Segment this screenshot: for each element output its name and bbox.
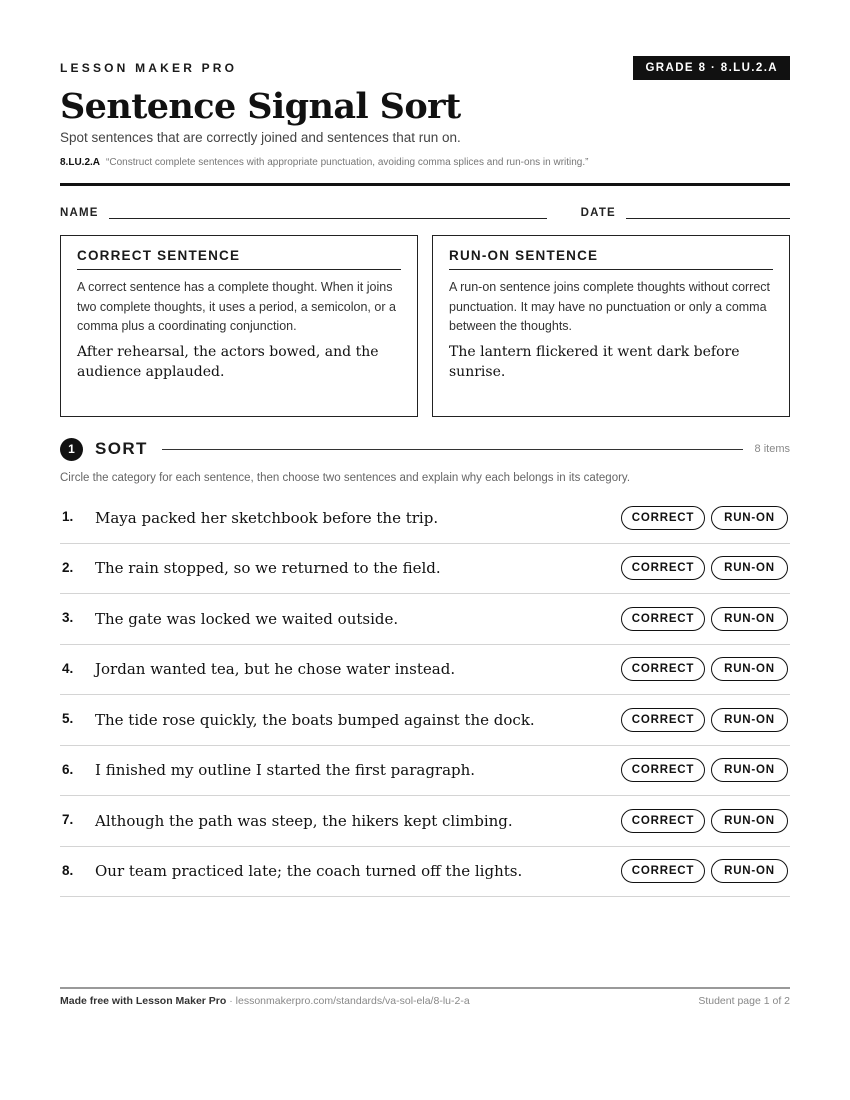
run-on-option[interactable]: RUN-ON bbox=[711, 506, 788, 530]
list-item bbox=[60, 544, 790, 595]
item-number: 8. bbox=[62, 862, 74, 878]
card-heading: RUN-ON SENTENCE bbox=[449, 248, 773, 270]
correct-option[interactable]: CORRECT bbox=[621, 506, 705, 530]
correct-option[interactable]: CORRECT bbox=[621, 556, 705, 580]
run-on-option[interactable]: RUN-ON bbox=[711, 556, 788, 580]
date-field[interactable] bbox=[626, 207, 790, 219]
item-sentence: The gate was locked we waited outside. bbox=[95, 609, 399, 628]
instructions: Circle the category for each sentence, then choose two sentences and explain why each belongs in its category. bbox=[60, 472, 631, 484]
name-field[interactable] bbox=[109, 207, 547, 219]
correct-sentence-card bbox=[60, 235, 418, 417]
list-item bbox=[60, 695, 790, 746]
list-item bbox=[60, 645, 790, 696]
item-number: 3. bbox=[62, 610, 74, 626]
footer bbox=[60, 995, 790, 1007]
header-divider bbox=[60, 183, 790, 186]
item-number: 6. bbox=[62, 761, 74, 777]
item-number: 7. bbox=[62, 812, 74, 828]
list-item bbox=[60, 493, 790, 544]
section-title: SORT bbox=[95, 439, 148, 458]
footer-credit bbox=[60, 995, 470, 1007]
item-number: 4. bbox=[62, 660, 74, 676]
student-fields bbox=[60, 203, 790, 219]
run-on-option[interactable]: RUN-ON bbox=[711, 809, 788, 833]
card-description: A run-on sentence joins complete thoughts without correct punctuation. It may have no punctuation or only a comma between the thoughts. bbox=[449, 280, 771, 333]
card-heading: CORRECT SENTENCE bbox=[77, 248, 401, 270]
item-sentence: Jordan wanted tea, but he chose water instead. bbox=[95, 660, 456, 679]
list-item bbox=[60, 594, 790, 645]
section-header bbox=[60, 437, 790, 461]
card-example: After rehearsal, the actors bowed, and the audience applauded. bbox=[77, 343, 379, 380]
correct-option[interactable]: CORRECT bbox=[621, 758, 705, 782]
section-divider bbox=[162, 449, 743, 450]
item-number: 1. bbox=[62, 509, 74, 525]
section-number: 1 bbox=[60, 438, 83, 461]
item-number: 2. bbox=[62, 559, 74, 575]
page-subtitle: Spot sentences that are correctly joined and sentences that run on. bbox=[60, 130, 461, 145]
brand-name: LESSON MAKER PRO bbox=[60, 61, 238, 75]
correct-option[interactable]: CORRECT bbox=[621, 859, 705, 883]
footer-divider bbox=[60, 987, 790, 989]
run-on-sentence-card bbox=[432, 235, 790, 417]
top-bar bbox=[60, 56, 790, 80]
list-item bbox=[60, 746, 790, 797]
item-sentence: The rain stopped, so we returned to the field. bbox=[95, 559, 441, 578]
item-count: 8 items bbox=[754, 443, 790, 455]
definition-cards bbox=[60, 235, 790, 417]
correct-option[interactable]: CORRECT bbox=[621, 607, 705, 631]
standard-text: “Construct complete sentences with appropriate punctuation, avoiding comma splices and run-ons in writing.” bbox=[106, 157, 589, 168]
correct-option[interactable]: CORRECT bbox=[621, 809, 705, 833]
run-on-option[interactable]: RUN-ON bbox=[711, 607, 788, 631]
item-sentence: Although the path was steep, the hikers kept climbing. bbox=[95, 811, 513, 830]
card-example: The lantern flickered it went dark before sunrise. bbox=[449, 343, 740, 380]
grade-badge: GRADE 8 · 8.LU.2.A bbox=[633, 56, 790, 80]
item-sentence: Maya packed her sketchbook before the trip. bbox=[95, 508, 439, 527]
card-description: A correct sentence has a complete thought. When it joins two complete thoughts, it uses a period, a semicolon, or a comma plus a coordinating conjunction. bbox=[77, 280, 396, 333]
list-item bbox=[60, 796, 790, 847]
standard-line bbox=[60, 157, 588, 168]
item-sentence: Our team practiced late; the coach turned off the lights. bbox=[95, 862, 523, 881]
run-on-option[interactable]: RUN-ON bbox=[711, 657, 788, 681]
date-label: DATE bbox=[580, 207, 616, 219]
page-title: Sentence Signal Sort bbox=[60, 86, 461, 127]
made-with-text: Made free with Lesson Maker Pro bbox=[60, 995, 227, 1007]
item-number: 5. bbox=[62, 711, 74, 727]
run-on-option[interactable]: RUN-ON bbox=[711, 708, 788, 732]
item-sentence: The tide rose quickly, the boats bumped against the dock. bbox=[95, 710, 535, 729]
sort-items-list bbox=[60, 493, 790, 897]
run-on-option[interactable]: RUN-ON bbox=[711, 859, 788, 883]
correct-option[interactable]: CORRECT bbox=[621, 657, 705, 681]
item-sentence: I finished my outline I started the first paragraph. bbox=[95, 761, 476, 780]
footer-url[interactable]: · lessonmakerpro.com/standards/va-sol-ela/8-lu-2-a bbox=[226, 995, 470, 1007]
correct-option[interactable]: CORRECT bbox=[621, 708, 705, 732]
run-on-option[interactable]: RUN-ON bbox=[711, 758, 788, 782]
standard-code: 8.LU.2.A bbox=[60, 157, 101, 168]
page-number: Student page 1 of 2 bbox=[698, 995, 790, 1007]
name-label: NAME bbox=[60, 207, 99, 219]
list-item bbox=[60, 847, 790, 898]
